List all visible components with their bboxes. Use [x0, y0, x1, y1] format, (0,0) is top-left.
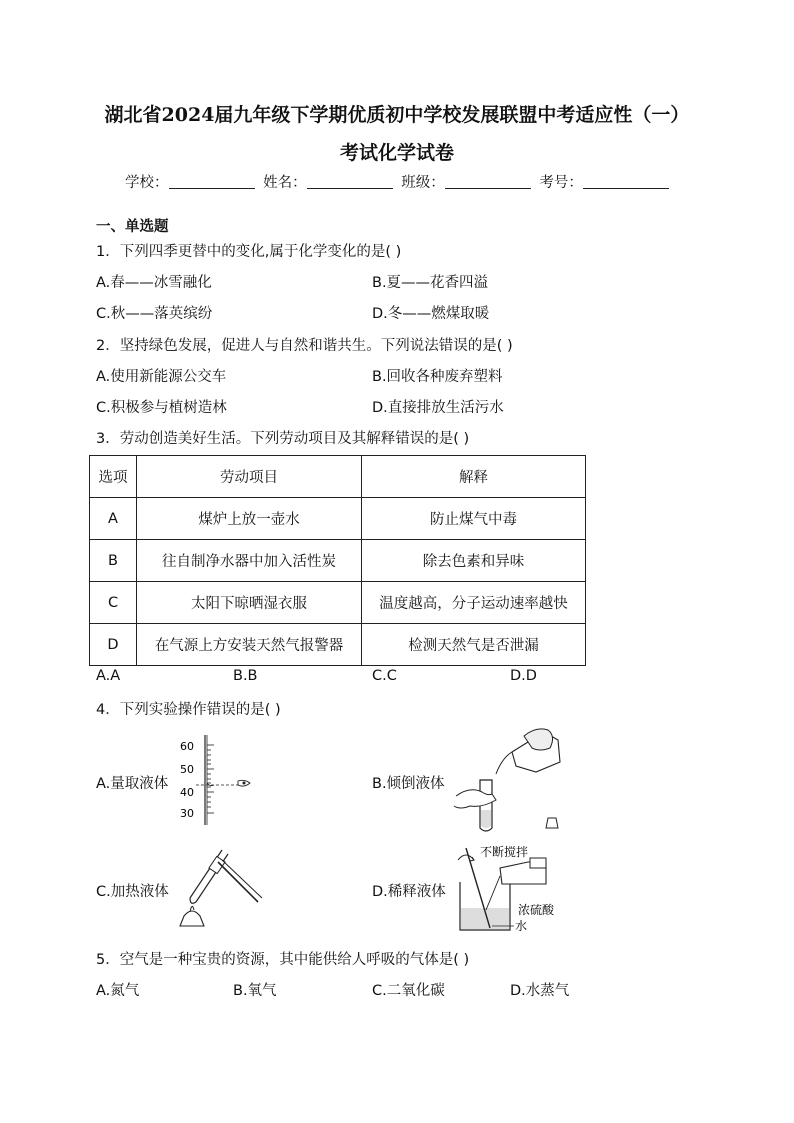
table-cell-option: D — [90, 624, 137, 666]
acid-label: 浓硫酸 — [518, 903, 555, 917]
question-5-stem: 5．空气是一种宝贵的资源，其中能供给人呼吸的气体是( ) — [96, 952, 470, 968]
table-cell-project: 往自制净水器中加入活性炭 — [137, 540, 362, 582]
question-1-option-c[interactable]: C.秋——落英缤纷 — [96, 306, 213, 322]
question-3-option-a[interactable]: A.A — [96, 668, 121, 684]
bottle-stopper-icon — [546, 818, 558, 828]
name-label: 姓名： — [263, 175, 307, 191]
question-5-option-d[interactable]: D.水蒸气 — [510, 983, 570, 999]
table-header-explanation: 解释 — [362, 456, 586, 498]
question-1-option-a[interactable]: A.春——冰雪融化 — [96, 275, 212, 291]
table-cell-project: 在气源上方安装天然气报警器 — [137, 624, 362, 666]
table-cell-option: B — [90, 540, 137, 582]
table-cell-explanation: 检测天然气是否泄漏 — [362, 624, 586, 666]
table-header-row — [90, 456, 586, 498]
table-cell-explanation: 温度越高，分子运动速率越快 — [362, 582, 586, 624]
question-1-option-d[interactable]: D.冬——燃煤取暖 — [372, 306, 490, 322]
table-row — [90, 624, 586, 666]
table-row — [90, 582, 586, 624]
water-label: 水 — [515, 919, 528, 933]
school-blank[interactable] — [169, 174, 255, 189]
exam-title-line2: 考试化学试卷 — [339, 142, 454, 164]
question-2-option-d[interactable]: D.直接排放生活污水 — [372, 400, 504, 416]
question-5-option-a[interactable]: A.氮气 — [96, 983, 140, 999]
table-cell-explanation: 除去色素和异味 — [362, 540, 586, 582]
class-label: 班级： — [401, 175, 445, 191]
question-3-stem: 3．劳动创造美好生活。下列劳动项目及其解释错误的是( ) — [96, 431, 470, 447]
stir-label: 不断搅拌 — [480, 845, 529, 859]
alcohol-lamp-icon — [180, 911, 204, 926]
question-4-option-d[interactable]: D.稀释液体 — [372, 884, 446, 900]
tick-label: 60 — [180, 740, 194, 753]
question-2-option-b[interactable]: B.回收各种废弃塑料 — [372, 369, 503, 385]
tick-label: 30 — [180, 807, 194, 820]
question-3-option-d[interactable]: D.D — [510, 668, 537, 684]
pouring-liquid-figure — [452, 722, 582, 834]
question-4-stem: 4．下列实验操作错误的是( ) — [96, 702, 281, 718]
class-blank[interactable] — [445, 174, 531, 189]
question-2-option-c[interactable]: C.积极参与植树造林 — [96, 400, 227, 416]
question-3-option-c[interactable]: C.C — [372, 668, 397, 684]
table-cell-explanation: 防止煤气中毒 — [362, 498, 586, 540]
table-row — [90, 540, 586, 582]
table-cell-option: A — [90, 498, 137, 540]
question-1-option-b[interactable]: B.夏——花香四溢 — [372, 275, 489, 291]
table-header-project: 劳动项目 — [137, 456, 362, 498]
table-cell-project: 太阳下晾晒湿衣服 — [137, 582, 362, 624]
name-blank[interactable] — [307, 174, 393, 189]
table-cell-project: 煤炉上放一壶水 — [137, 498, 362, 540]
exam-number-label: 考号： — [539, 175, 583, 191]
question-4-option-c[interactable]: C.加热液体 — [96, 884, 169, 900]
question-1-stem: 1．下列四季更替中的变化,属于化学变化的是( ) — [96, 244, 402, 260]
question-3-option-b[interactable]: B.B — [233, 668, 258, 684]
graduated-cylinder-figure — [176, 733, 256, 825]
table-row — [90, 498, 586, 540]
exam-number-blank[interactable] — [583, 174, 669, 189]
diluting-liquid-figure — [452, 840, 592, 936]
labor-table — [89, 455, 586, 666]
question-5-option-c[interactable]: C.二氧化碳 — [372, 983, 445, 999]
tick-label: 40 — [180, 786, 194, 799]
exam-title-line1: 湖北省2024届九年级下学期优质初中学校发展联盟中考适应性（一） — [104, 104, 690, 126]
heating-liquid-figure — [170, 842, 265, 930]
question-2-option-a[interactable]: A.使用新能源公交车 — [96, 369, 227, 385]
section-heading: 一、单选题 — [96, 219, 169, 235]
question-4-option-b[interactable]: B.倾倒液体 — [372, 776, 445, 792]
table-header-option: 选项 — [90, 456, 137, 498]
school-label: 学校： — [125, 175, 169, 191]
student-info-row — [125, 171, 673, 192]
question-4-option-a[interactable]: A.量取液体 — [96, 776, 169, 792]
question-2-stem: 2．坚持绿色发展，促进人与自然和谐共生。下列说法错误的是( ) — [96, 338, 513, 354]
table-cell-option: C — [90, 582, 137, 624]
question-5-option-b[interactable]: B.氧气 — [233, 983, 277, 999]
tick-label: 50 — [180, 763, 194, 776]
